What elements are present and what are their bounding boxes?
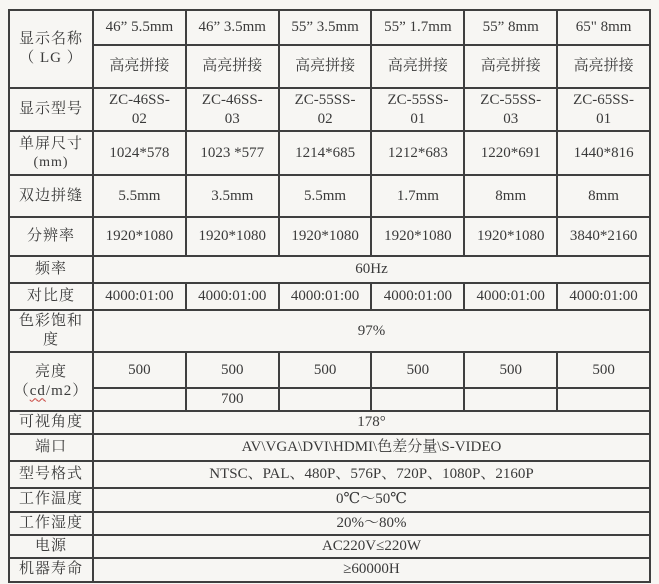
- size-cell: 46” 3.5mm: [186, 10, 279, 45]
- ports-value-cell: AV\VGA\DVI\HDMI\色差分量\S-VIDEO: [93, 434, 650, 461]
- row-label-signal-format: 型号格式: [9, 461, 93, 488]
- model-cell: ZC-46SS-02: [93, 88, 186, 131]
- frequency-value-cell: 60Hz: [93, 256, 650, 283]
- table-row: [9, 217, 650, 256]
- resolution-cell: 1920*1080: [93, 217, 186, 256]
- panel-size-cell: 1024*578: [93, 131, 186, 175]
- panel-size-cell: 1214*685: [279, 131, 372, 175]
- row-label-viewing-angle: 可视角度: [9, 411, 93, 434]
- grade-cell: 高亮拼接: [279, 45, 372, 88]
- row-label-power: 电源: [9, 535, 93, 558]
- table-row: [9, 558, 650, 582]
- row-label-model: 显示型号: [9, 88, 93, 131]
- seam-cell: 3.5mm: [186, 175, 279, 217]
- brightness-cell: 500: [186, 352, 279, 388]
- table-row: [9, 45, 650, 88]
- display-spec-table: [8, 9, 651, 583]
- grade-cell: 高亮拼接: [186, 45, 279, 88]
- table-row: [9, 488, 650, 512]
- contrast-cell: 4000:01:00: [93, 283, 186, 310]
- table-row: [9, 434, 650, 461]
- row-label-lifespan: 机器寿命: [9, 558, 93, 582]
- lifespan-value-cell: ≥60000H: [93, 558, 650, 582]
- size-cell: 65" 8mm: [557, 10, 650, 45]
- row-label-contrast: 对比度: [9, 283, 93, 310]
- brightness-cell: 500: [464, 352, 557, 388]
- contrast-cell: 4000:01:00: [557, 283, 650, 310]
- seam-cell: 5.5mm: [93, 175, 186, 217]
- seam-cell: 8mm: [464, 175, 557, 217]
- viewing-angle-value-cell: 178°: [93, 411, 650, 434]
- model-cell: ZC-55SS-03: [464, 88, 557, 131]
- saturation-value-cell: 97%: [93, 310, 650, 352]
- saturation-line1: 色彩饱和: [18, 313, 83, 330]
- resolution-cell: 1920*1080: [186, 217, 279, 256]
- table-row: [9, 283, 650, 310]
- contrast-cell: 4000:01:00: [186, 283, 279, 310]
- display-name-line1: 显示名称: [18, 31, 83, 48]
- resolution-cell: 1920*1080: [371, 217, 464, 256]
- row-label-frequency: 频率: [9, 256, 93, 283]
- row-label-ports: 端口: [9, 434, 93, 461]
- brightness-alt-cell: [557, 388, 650, 411]
- row-label-brightness: [9, 352, 93, 411]
- table-row: [9, 512, 650, 535]
- model-cell: ZC-65SS-01: [557, 88, 650, 131]
- table-row: [9, 175, 650, 217]
- display-name-line2: （ LG ）: [19, 50, 83, 66]
- size-cell: 55” 1.7mm: [371, 10, 464, 45]
- size-cell: 55” 8mm: [464, 10, 557, 45]
- resolution-cell: 3840*2160: [557, 217, 650, 256]
- operating-humidity-value-cell: 20%～80%: [93, 512, 650, 535]
- contrast-cell: 4000:01:00: [279, 283, 372, 310]
- table-row: [9, 256, 650, 283]
- panel-size-cell: 1212*683: [371, 131, 464, 175]
- operating-temp-value-cell: 0℃～50℃: [93, 488, 650, 512]
- resolution-cell: 1920*1080: [464, 217, 557, 256]
- panel-size-cell: 1023 *577: [186, 131, 279, 175]
- brightness-cell: 500: [557, 352, 650, 388]
- brightness-cell: 500: [93, 352, 186, 388]
- saturation-line2: 度: [42, 332, 59, 348]
- table-row: [9, 88, 650, 131]
- seam-cell: 5.5mm: [279, 175, 372, 217]
- row-label-resolution: 分辨率: [9, 217, 93, 256]
- panel-size-cell: 1220*691: [464, 131, 557, 175]
- row-label-seam: 双边拼缝: [9, 175, 93, 217]
- table-row: [9, 535, 650, 558]
- contrast-cell: 4000:01:00: [371, 283, 464, 310]
- table-row: [9, 310, 650, 352]
- row-label-saturation: [9, 310, 93, 352]
- brightness-cell: 500: [371, 352, 464, 388]
- brightness-alt-cell: [93, 388, 186, 411]
- row-label-panel-size: [9, 131, 93, 175]
- brightness-unit: （cd/m2）: [13, 382, 89, 399]
- brightness-line1: 亮度: [34, 363, 67, 380]
- panel-size-cell: 1440*816: [557, 131, 650, 175]
- brightness-alt-cell: [464, 388, 557, 411]
- brightness-alt-cell: 700: [186, 388, 279, 411]
- panel-size-line1: 单屏尺寸: [18, 135, 83, 152]
- row-label-display-name: [9, 10, 93, 88]
- size-cell: 46” 5.5mm: [93, 10, 186, 45]
- resolution-cell: 1920*1080: [279, 217, 372, 256]
- model-cell: ZC-55SS-02: [279, 88, 372, 131]
- table-row: [9, 10, 650, 45]
- row-label-operating-temp: 工作温度: [9, 488, 93, 512]
- seam-cell: 8mm: [557, 175, 650, 217]
- grade-cell: 高亮拼接: [464, 45, 557, 88]
- size-cell: 55” 3.5mm: [279, 10, 372, 45]
- brightness-cell: 500: [279, 352, 372, 388]
- table-row: [9, 461, 650, 488]
- brightness-alt-cell: [279, 388, 372, 411]
- signal-format-value-cell: NTSC、PAL、480P、576P、720P、1080P、2160P: [93, 461, 650, 488]
- brightness-unit-cd: cd: [29, 382, 46, 399]
- table-row: [9, 352, 650, 388]
- grade-cell: 高亮拼接: [557, 45, 650, 88]
- panel-size-line2: (mm): [33, 154, 69, 170]
- table-row: [9, 388, 650, 411]
- power-value-cell: AC220V≤220W: [93, 535, 650, 558]
- row-label-operating-humidity: 工作湿度: [9, 512, 93, 535]
- model-cell: ZC-46SS-03: [186, 88, 279, 131]
- table-row: [9, 131, 650, 175]
- model-cell: ZC-55SS-01: [371, 88, 464, 131]
- grade-cell: 高亮拼接: [371, 45, 464, 88]
- contrast-cell: 4000:01:00: [464, 283, 557, 310]
- brightness-alt-cell: [371, 388, 464, 411]
- seam-cell: 1.7mm: [371, 175, 464, 217]
- grade-cell: 高亮拼接: [93, 45, 186, 88]
- table-row: [9, 411, 650, 434]
